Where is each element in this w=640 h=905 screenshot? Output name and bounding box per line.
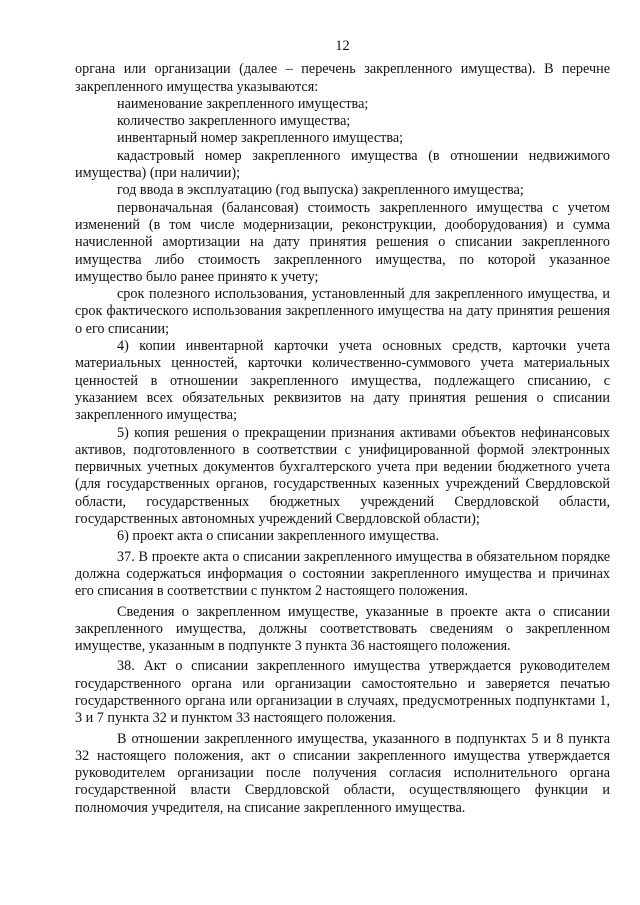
subitem-5: 5) копия решения о прекращении признания активами объектов нефинансовых активов, подготовленного в соответствии с унифицированной формой электронных первичных учетных документов бухгалтерского учета при ведении бюджетного учета (для государственных органов, государственных казенных учреждений Свердловской области, государственных бюджетных учреждений Свердловской области, государственных автономных учреждений Свердловской области); xyxy=(75,424,610,528)
list-item-cadastral-number: кадастровый номер закрепленного имущества (в отношении недвижимого имущества) (при наличии); xyxy=(75,147,610,182)
list-item-name: наименование закрепленного имущества; xyxy=(117,95,369,112)
clause-37-details: Сведения о закрепленном имуществе, указанные в проекте акта о списании закрепленного имущества, должны соответствовать сведениям о закрепленном имуществе, указанным в подпункте 3 пункта 36 настоящего положения. xyxy=(75,603,610,655)
subitem-6: 6) проект акта о списании закрепленного имущества. xyxy=(117,528,440,545)
list-item-useful-life: срок полезного использования, установленный для закрепленного имущества, и срок фактического использования закрепленного имущества на дату принятия решения о его списании; xyxy=(75,286,610,337)
page-number: 12 xyxy=(335,38,350,54)
list-item-inventory-number: инвентарный номер закрепленного имущества; xyxy=(117,130,404,147)
document-page xyxy=(75,38,610,817)
clause-37: 37. В проекте акта о списании закрепленного имущества в обязательном порядке должна содержаться информация о состоянии закрепленного имущества и причинах его списания в соответствии с пунктом 2 настоящего положения. xyxy=(75,548,610,600)
paragraph-intro: органа или организации (далее – перечень закрепленного имущества). В перечне закрепленного имущества указываются: xyxy=(75,61,610,95)
list-item-initial-cost: первоначальная (балансовая) стоимость закрепленного имущества с учетом изменений (в том числе модернизации, реконструкции, дооборудования) и сумма начисленной амортизации на дату принятия решения о списании закрепленного имущества либо стоимость закрепленного имущества, по которой указанное имущество было ранее принято к учету; xyxy=(75,199,610,285)
list-item-year: год ввода в эксплуатацию (год выпуска) закрепленного имущества; xyxy=(117,182,524,199)
clause-38: 38. Акт о списании закрепленного имущества утверждается руководителем государственного органа или организации самостоятельно и заверяется печатью государственного органа или организации в случаях, предусмотренных подпунктами 1, 3 и 7 пункта 32 и пунктом 33 настоящего положения. xyxy=(75,658,610,727)
subitem-4: 4) копии инвентарной карточки учета основных средств, карточки учета материальных ценностей, карточки количественно-суммового учета материальных ценностей в отношении закрепленного имущества, подлежащего списанию, с указанием всех обязательных реквизитов на дату принятия решения о списании закрепленного имущества; xyxy=(75,338,610,424)
list-item-quantity: количество закрепленного имущества; xyxy=(117,113,351,130)
clause-38-details: В отношении закрепленного имущества, указанного в подпунктах 5 и 8 пункта 32 настоящего положения, акт о списании закрепленного имущества утверждается руководителем организации после получения согласия исполнительного органа государственной власти Свердловской области, осуществляющего функции и полномочия учредителя, на списание закрепленного имущества. xyxy=(75,730,610,816)
